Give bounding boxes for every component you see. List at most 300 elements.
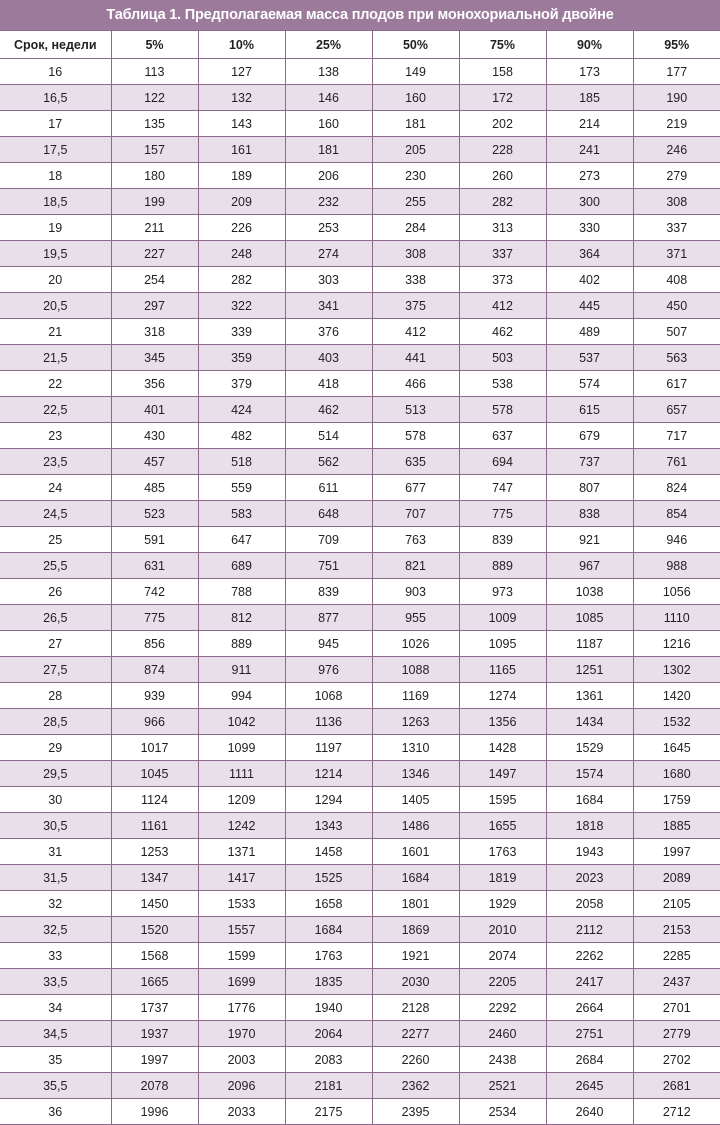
weight-cell: 199 [111,189,198,215]
weight-cell: 248 [198,241,285,267]
weight-cell: 341 [285,293,372,319]
weight-cell: 1970 [198,1021,285,1047]
weight-cell: 717 [633,423,720,449]
weight-cell: 1420 [633,683,720,709]
weight-cell: 450 [633,293,720,319]
weight-cell: 617 [633,371,720,397]
weight-cell: 412 [459,293,546,319]
table-row [0,137,720,163]
weight-cell: 273 [546,163,633,189]
table-row [0,189,720,215]
gestational-age-cell: 29,5 [0,761,111,787]
weight-cell: 1921 [372,943,459,969]
weight-cell: 1038 [546,579,633,605]
gestational-age-cell: 22 [0,371,111,397]
gestational-age-cell: 31 [0,839,111,865]
weight-cell: 1557 [198,917,285,943]
weight-cell: 694 [459,449,546,475]
weight-cell: 2030 [372,969,459,995]
weight-cell: 1776 [198,995,285,1021]
gestational-age-cell: 20,5 [0,293,111,319]
weight-cell: 747 [459,475,546,501]
weight-cell: 135 [111,111,198,137]
weight-cell: 254 [111,267,198,293]
weight-cell: 1486 [372,813,459,839]
weight-cell: 812 [198,605,285,631]
weight-cell: 1835 [285,969,372,995]
weight-cell: 1361 [546,683,633,709]
weight-cell: 375 [372,293,459,319]
weight-cell: 939 [111,683,198,709]
weight-cell: 232 [285,189,372,215]
weight-cell: 1929 [459,891,546,917]
weight-cell: 371 [633,241,720,267]
weight-cell: 856 [111,631,198,657]
table-row [0,631,720,657]
table-row [0,1099,720,1125]
weight-cell: 2664 [546,995,633,1021]
table-row [0,943,720,969]
gestational-age-cell: 17,5 [0,137,111,163]
table-row [0,735,720,761]
weight-cell: 1997 [633,839,720,865]
weight-cell: 2074 [459,943,546,969]
weight-cell: 679 [546,423,633,449]
weight-cell: 994 [198,683,285,709]
table-row [0,293,720,319]
weight-cell: 401 [111,397,198,423]
weight-cell: 737 [546,449,633,475]
weight-cell: 1684 [546,787,633,813]
weight-cell: 1294 [285,787,372,813]
weight-cell: 1197 [285,735,372,761]
weight-cell: 946 [633,527,720,553]
weight-cell: 297 [111,293,198,319]
weight-cell: 177 [633,59,720,85]
table-row [0,85,720,111]
weight-cell: 1533 [198,891,285,917]
weight-cell: 190 [633,85,720,111]
weight-cell: 2521 [459,1073,546,1099]
gestational-age-cell: 24,5 [0,501,111,527]
weight-cell: 1017 [111,735,198,761]
weight-cell: 2260 [372,1047,459,1073]
weight-cell: 403 [285,345,372,371]
weight-cell: 379 [198,371,285,397]
gestational-age-cell: 22,5 [0,397,111,423]
weight-cell: 2089 [633,865,720,891]
weight-cell: 689 [198,553,285,579]
weight-cell: 578 [459,397,546,423]
table-row [0,163,720,189]
weight-cell: 583 [198,501,285,527]
weight-cell: 2701 [633,995,720,1021]
weight-cell: 206 [285,163,372,189]
weight-cell: 185 [546,85,633,111]
gestational-age-cell: 18 [0,163,111,189]
weight-cell: 2096 [198,1073,285,1099]
weight-cell: 1088 [372,657,459,683]
table-row [0,371,720,397]
weight-cell: 160 [285,111,372,137]
table-row [0,813,720,839]
table-row [0,579,720,605]
weight-cell: 788 [198,579,285,605]
weight-cell: 157 [111,137,198,163]
column-header-p5: 5% [111,31,198,59]
table-row [0,423,720,449]
weight-cell: 2105 [633,891,720,917]
weight-cell: 574 [546,371,633,397]
weight-cell: 955 [372,605,459,631]
table-row [0,917,720,943]
gestational-age-cell: 18,5 [0,189,111,215]
weight-cell: 2175 [285,1099,372,1125]
weight-cell: 562 [285,449,372,475]
weight-cell: 973 [459,579,546,605]
weight-cell: 1574 [546,761,633,787]
weight-cell: 2205 [459,969,546,995]
weight-cell: 1601 [372,839,459,865]
weight-cell: 485 [111,475,198,501]
weight-cell: 219 [633,111,720,137]
weight-cell: 339 [198,319,285,345]
weight-cell: 2010 [459,917,546,943]
weight-cell: 138 [285,59,372,85]
weight-cell: 113 [111,59,198,85]
weight-cell: 430 [111,423,198,449]
column-header-p10: 10% [198,31,285,59]
table-row [0,397,720,423]
weight-cell: 160 [372,85,459,111]
table-row [0,111,720,137]
gestational-age-cell: 17 [0,111,111,137]
weight-cell: 637 [459,423,546,449]
weight-cell: 408 [633,267,720,293]
weight-cell: 2181 [285,1073,372,1099]
weight-cell: 2534 [459,1099,546,1125]
weight-cell: 839 [459,527,546,553]
weight-cell: 507 [633,319,720,345]
weight-cell: 648 [285,501,372,527]
weight-cell: 149 [372,59,459,85]
weight-cell: 1450 [111,891,198,917]
weight-cell: 709 [285,527,372,553]
gestational-age-cell: 33,5 [0,969,111,995]
weight-cell: 611 [285,475,372,501]
weight-cell: 2751 [546,1021,633,1047]
weight-cell: 1347 [111,865,198,891]
weight-cell: 402 [546,267,633,293]
weight-cell: 226 [198,215,285,241]
weight-cell: 1253 [111,839,198,865]
weight-cell: 1645 [633,735,720,761]
weight-cell: 1869 [372,917,459,943]
weight-cell: 279 [633,163,720,189]
weight-cell: 322 [198,293,285,319]
weight-cell: 1529 [546,735,633,761]
weight-cell: 2277 [372,1021,459,1047]
weight-cell: 559 [198,475,285,501]
gestational-age-cell: 31,5 [0,865,111,891]
weight-cell: 337 [633,215,720,241]
weight-cell: 1818 [546,813,633,839]
weight-cell: 1110 [633,605,720,631]
weight-cell: 2684 [546,1047,633,1073]
weight-cell: 482 [198,423,285,449]
weight-cell: 173 [546,59,633,85]
weight-cell: 2362 [372,1073,459,1099]
weight-cell: 854 [633,501,720,527]
weight-cell: 537 [546,345,633,371]
weight-cell: 615 [546,397,633,423]
weight-cell: 563 [633,345,720,371]
table-row [0,761,720,787]
weight-cell: 172 [459,85,546,111]
gestational-age-cell: 28 [0,683,111,709]
weight-cell: 181 [285,137,372,163]
weight-cell: 345 [111,345,198,371]
weight-cell: 839 [285,579,372,605]
weight-cell: 1665 [111,969,198,995]
weight-cell: 761 [633,449,720,475]
weight-cell: 631 [111,553,198,579]
weight-cell: 1525 [285,865,372,891]
gestational-age-cell: 16,5 [0,85,111,111]
weight-cell: 2702 [633,1047,720,1073]
weight-cell: 282 [198,267,285,293]
table-row [0,605,720,631]
table-row [0,1021,720,1047]
weight-cell: 337 [459,241,546,267]
gestational-age-cell: 30,5 [0,813,111,839]
weight-cell: 303 [285,267,372,293]
weight-cell: 2153 [633,917,720,943]
weight-cell: 181 [372,111,459,137]
weight-cell: 1458 [285,839,372,865]
gestational-age-cell: 23 [0,423,111,449]
weight-cell: 356 [111,371,198,397]
weight-cell: 1428 [459,735,546,761]
weight-cell: 1136 [285,709,372,735]
weight-cell: 966 [111,709,198,735]
weight-cell: 1251 [546,657,633,683]
weight-cell: 1216 [633,631,720,657]
column-header-p50: 50% [372,31,459,59]
weight-cell: 313 [459,215,546,241]
weight-cell: 1056 [633,579,720,605]
weight-cell: 2023 [546,865,633,891]
gestational-age-cell: 26 [0,579,111,605]
weight-cell: 2438 [459,1047,546,1073]
weight-cell: 707 [372,501,459,527]
weight-cell: 775 [111,605,198,631]
weight-cell: 1042 [198,709,285,735]
fetal-weight-table [0,30,720,1125]
weight-cell: 241 [546,137,633,163]
weight-cell: 1085 [546,605,633,631]
weight-cell: 228 [459,137,546,163]
gestational-age-cell: 25 [0,527,111,553]
weight-cell: 1310 [372,735,459,761]
weight-cell: 2128 [372,995,459,1021]
gestational-age-cell: 27,5 [0,657,111,683]
weight-cell: 1124 [111,787,198,813]
weight-cell: 1274 [459,683,546,709]
weight-cell: 503 [459,345,546,371]
table-row [0,891,720,917]
weight-cell: 1346 [372,761,459,787]
weight-cell: 308 [372,241,459,267]
weight-cell: 2262 [546,943,633,969]
weight-cell: 253 [285,215,372,241]
weight-cell: 1343 [285,813,372,839]
weight-cell: 1996 [111,1099,198,1125]
weight-cell: 2460 [459,1021,546,1047]
gestational-age-cell: 21,5 [0,345,111,371]
weight-cell: 457 [111,449,198,475]
gestational-age-cell: 33 [0,943,111,969]
table-row [0,449,720,475]
weight-cell: 300 [546,189,633,215]
weight-cell: 462 [285,397,372,423]
weight-cell: 209 [198,189,285,215]
weight-cell: 466 [372,371,459,397]
weight-cell: 205 [372,137,459,163]
weight-cell: 308 [633,189,720,215]
weight-cell: 2417 [546,969,633,995]
weight-cell: 742 [111,579,198,605]
weight-cell: 284 [372,215,459,241]
weight-cell: 1763 [285,943,372,969]
weight-cell: 821 [372,553,459,579]
weight-cell: 255 [372,189,459,215]
weight-cell: 132 [198,85,285,111]
gestational-age-cell: 21 [0,319,111,345]
weight-cell: 2033 [198,1099,285,1125]
column-header-p25: 25% [285,31,372,59]
weight-cell: 824 [633,475,720,501]
weight-cell: 1658 [285,891,372,917]
table-row [0,553,720,579]
weight-cell: 911 [198,657,285,683]
weight-cell: 189 [198,163,285,189]
column-header-p75: 75% [459,31,546,59]
gestational-age-cell: 35 [0,1047,111,1073]
weight-cell: 122 [111,85,198,111]
table-row [0,267,720,293]
weight-cell: 889 [198,631,285,657]
gestational-age-cell: 19 [0,215,111,241]
weight-cell: 976 [285,657,372,683]
table-row [0,995,720,1021]
weight-cell: 1405 [372,787,459,813]
weight-cell: 1099 [198,735,285,761]
gestational-age-cell: 24 [0,475,111,501]
weight-cell: 1943 [546,839,633,865]
table-row [0,839,720,865]
weight-cell: 1187 [546,631,633,657]
gestational-age-cell: 25,5 [0,553,111,579]
weight-cell: 330 [546,215,633,241]
table-row [0,501,720,527]
weight-cell: 945 [285,631,372,657]
weight-cell: 373 [459,267,546,293]
gestational-age-cell: 20 [0,267,111,293]
weight-cell: 591 [111,527,198,553]
weight-cell: 2292 [459,995,546,1021]
weight-cell: 2640 [546,1099,633,1125]
weight-cell: 2003 [198,1047,285,1073]
weight-cell: 514 [285,423,372,449]
table-row [0,59,720,85]
table-row [0,969,720,995]
table-row [0,215,720,241]
weight-cell: 877 [285,605,372,631]
weight-cell: 988 [633,553,720,579]
table-row [0,683,720,709]
weight-cell: 1165 [459,657,546,683]
weight-cell: 523 [111,501,198,527]
weight-cell: 2712 [633,1099,720,1125]
weight-cell: 1045 [111,761,198,787]
weight-cell: 1737 [111,995,198,1021]
weight-cell: 441 [372,345,459,371]
weight-cell: 364 [546,241,633,267]
table-title: Таблица 1. Предполагаемая масса плодов при монохориальной двойне [0,0,720,30]
weight-cell: 424 [198,397,285,423]
weight-cell: 1680 [633,761,720,787]
weight-cell: 1599 [198,943,285,969]
weight-cell: 1532 [633,709,720,735]
weight-cell: 1595 [459,787,546,813]
weight-cell: 635 [372,449,459,475]
weight-cell: 260 [459,163,546,189]
weight-cell: 158 [459,59,546,85]
weight-cell: 1940 [285,995,372,1021]
gestational-age-cell: 32 [0,891,111,917]
gestational-age-cell: 34 [0,995,111,1021]
weight-cell: 143 [198,111,285,137]
weight-cell: 1161 [111,813,198,839]
weight-cell: 418 [285,371,372,397]
weight-cell: 2779 [633,1021,720,1047]
weight-cell: 1997 [111,1047,198,1073]
weight-cell: 1684 [285,917,372,943]
weight-cell: 214 [546,111,633,137]
weight-cell: 282 [459,189,546,215]
weight-cell: 2645 [546,1073,633,1099]
weight-cell: 838 [546,501,633,527]
weight-cell: 1885 [633,813,720,839]
weight-cell: 647 [198,527,285,553]
weight-cell: 1684 [372,865,459,891]
table-row [0,657,720,683]
weight-cell: 376 [285,319,372,345]
table-row [0,787,720,813]
weight-cell: 1801 [372,891,459,917]
weight-cell: 578 [372,423,459,449]
table-row [0,1073,720,1099]
gestational-age-cell: 19,5 [0,241,111,267]
weight-cell: 2285 [633,943,720,969]
weight-cell: 1209 [198,787,285,813]
weight-cell: 1759 [633,787,720,813]
table-row [0,709,720,735]
weight-cell: 2112 [546,917,633,943]
weight-cell: 127 [198,59,285,85]
table-row [0,241,720,267]
